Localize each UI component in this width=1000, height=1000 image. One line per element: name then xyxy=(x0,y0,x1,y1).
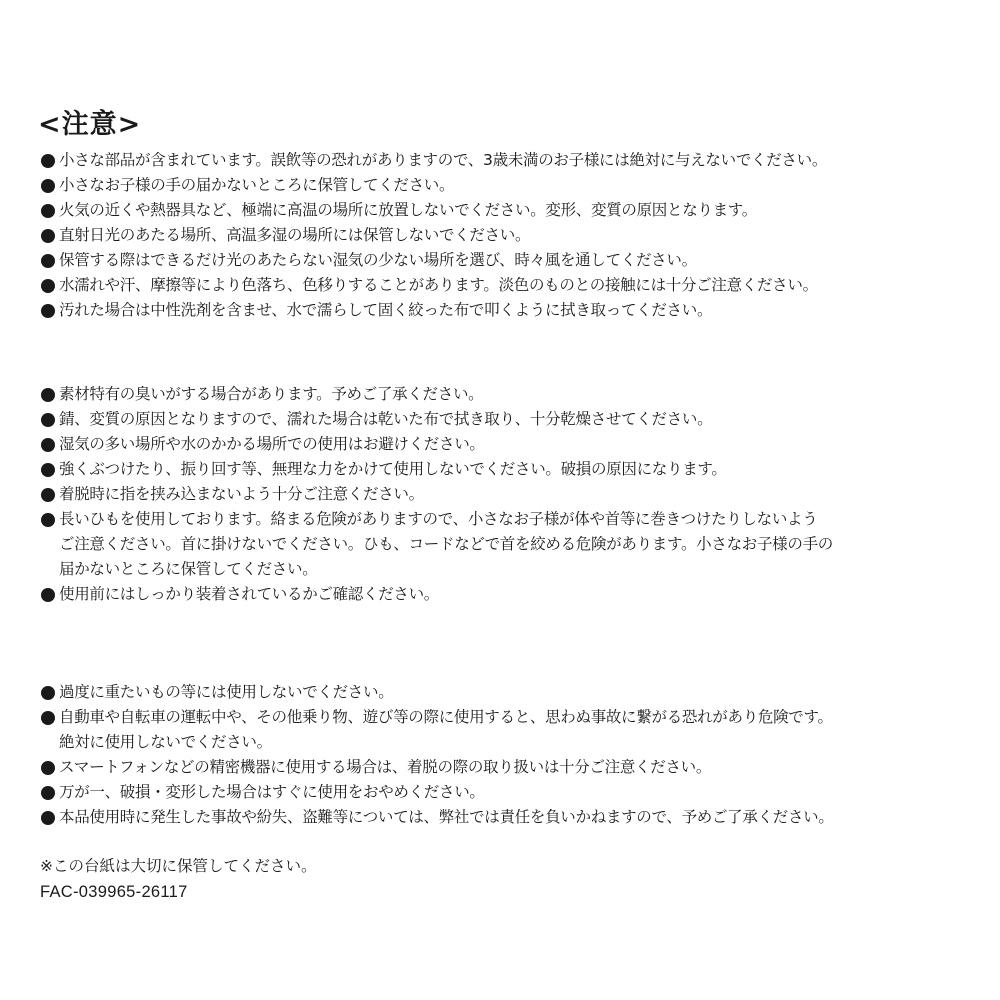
caution-item xyxy=(40,582,960,607)
bullet-icon xyxy=(41,588,55,602)
caution-item-text: 絶対に使用しないでください。 xyxy=(59,733,272,751)
caution-item-text: 過度に重たいもの等には使用しないでください。 xyxy=(59,683,394,701)
bullet-icon xyxy=(41,204,55,218)
bullet-icon xyxy=(41,179,55,193)
caution-item-text: 小さなお子様の手の届かないところに保管してください。 xyxy=(59,176,455,194)
footer-note: ※この台紙は大切に保管してください。 xyxy=(40,857,317,875)
caution-item-text: 小さな部品が含まれています。誤飲等の恐れがありますので、3歳未満のお子様には絶対に与えないでください。 xyxy=(59,151,828,169)
caution-item xyxy=(40,432,960,457)
bullet-icon xyxy=(41,513,55,527)
caution-section-2 xyxy=(40,382,960,607)
caution-item xyxy=(40,298,960,323)
caution-item-text: 自動車や自転車の運転中や、その他乗り物、遊び等の際に使用すると、思わぬ事故に繋がる恐れがあり危険です。 xyxy=(59,708,833,726)
caution-item-text: 万が一、破損・変形した場合はすぐに使用をおやめください。 xyxy=(59,783,485,801)
bullet-icon xyxy=(41,388,55,402)
bullet-icon xyxy=(41,811,55,825)
bullet-icon xyxy=(41,254,55,268)
caution-item xyxy=(40,482,960,507)
caution-item xyxy=(40,705,960,755)
caution-item-text: 直射日光のあたる場所、高温多湿の場所には保管しないでください。 xyxy=(59,226,531,244)
bullet-icon xyxy=(41,786,55,800)
footer xyxy=(40,853,317,905)
caution-item-text: 届かないところに保管してください。 xyxy=(59,560,318,578)
caution-item-text: 水濡れや汗、摩擦等により色落ち、色移りすることがあります。淡色のものとの接触には十分ご注意ください。 xyxy=(59,276,818,294)
caution-item xyxy=(40,223,960,248)
caution-item xyxy=(40,148,960,173)
caution-item xyxy=(40,173,960,198)
bullet-icon xyxy=(41,279,55,293)
caution-item xyxy=(40,680,960,705)
bullet-icon xyxy=(41,154,55,168)
caution-section-1 xyxy=(40,148,960,323)
bullet-icon xyxy=(41,711,55,725)
caution-item xyxy=(40,248,960,273)
caution-item xyxy=(40,273,960,298)
caution-item-text: 錆、変質の原因となりますので、濡れた場合は乾いた布で拭き取り、十分乾燥させてください。 xyxy=(59,410,713,428)
caution-item-text: 使用前にはしっかり装着されているかご確認ください。 xyxy=(59,585,440,603)
caution-item-text: 火気の近くや熱器具など、極端に高温の場所に放置しないでください。変形、変質の原因となります。 xyxy=(59,201,757,219)
bullet-icon xyxy=(41,463,55,477)
bullet-icon xyxy=(41,438,55,452)
bullet-icon xyxy=(41,686,55,700)
caution-item xyxy=(40,407,960,432)
caution-item-text: 本品使用時に発生した事故や紛失、盗難等については、弊社では責任を負いかねますので、予めご了承ください。 xyxy=(59,808,834,826)
caution-item-text: 湿気の多い場所や水のかかる場所での使用はお避けください。 xyxy=(59,435,485,453)
caution-item xyxy=(40,780,960,805)
caution-item-text: 強くぶつけたり、振り回す等、無理な力をかけて使用しないでください。破損の原因になります。 xyxy=(59,460,727,478)
bullet-icon xyxy=(41,488,55,502)
caution-item-text: 着脱時に指を挟み込まないよう十分ご注意ください。 xyxy=(59,485,424,503)
caution-item-text: 汚れた場合は中性洗剤を含ませ、水で濡らして固く絞った布で叩くように拭き取ってください。 xyxy=(59,301,713,319)
caution-item-text: 素材特有の臭いがする場合があります。予めご了承ください。 xyxy=(59,385,484,403)
product-code: FAC-039965-26117 xyxy=(40,883,188,901)
caution-item-text: 長いひもを使用しております。絡まる危険がありますので、小さなお子様が体や首等に巻きつけたりしないよう xyxy=(59,510,818,528)
caution-item xyxy=(40,507,960,582)
bullet-icon xyxy=(41,761,55,775)
bullet-icon xyxy=(41,413,55,427)
caution-heading: <注意> xyxy=(38,109,142,140)
caution-item-text: ご注意ください。首に掛けないでください。ひも、コードなどで首を絞める危険があります。小さなお子様の手の xyxy=(59,535,833,553)
caution-item xyxy=(40,382,960,407)
caution-item xyxy=(40,457,960,482)
bullet-icon xyxy=(41,229,55,243)
caution-item-text: 保管する際はできるだけ光のあたらない湿気の少ない場所を選び、時々風を通してください。 xyxy=(59,251,697,269)
caution-item-text: スマートフォンなどの精密機器に使用する場合は、着脱の際の取り扱いは十分ご注意ください。 xyxy=(59,758,712,776)
bullet-icon xyxy=(41,304,55,318)
caution-section-3 xyxy=(40,680,960,830)
caution-item xyxy=(40,755,960,780)
caution-item xyxy=(40,805,960,830)
caution-item xyxy=(40,198,960,223)
